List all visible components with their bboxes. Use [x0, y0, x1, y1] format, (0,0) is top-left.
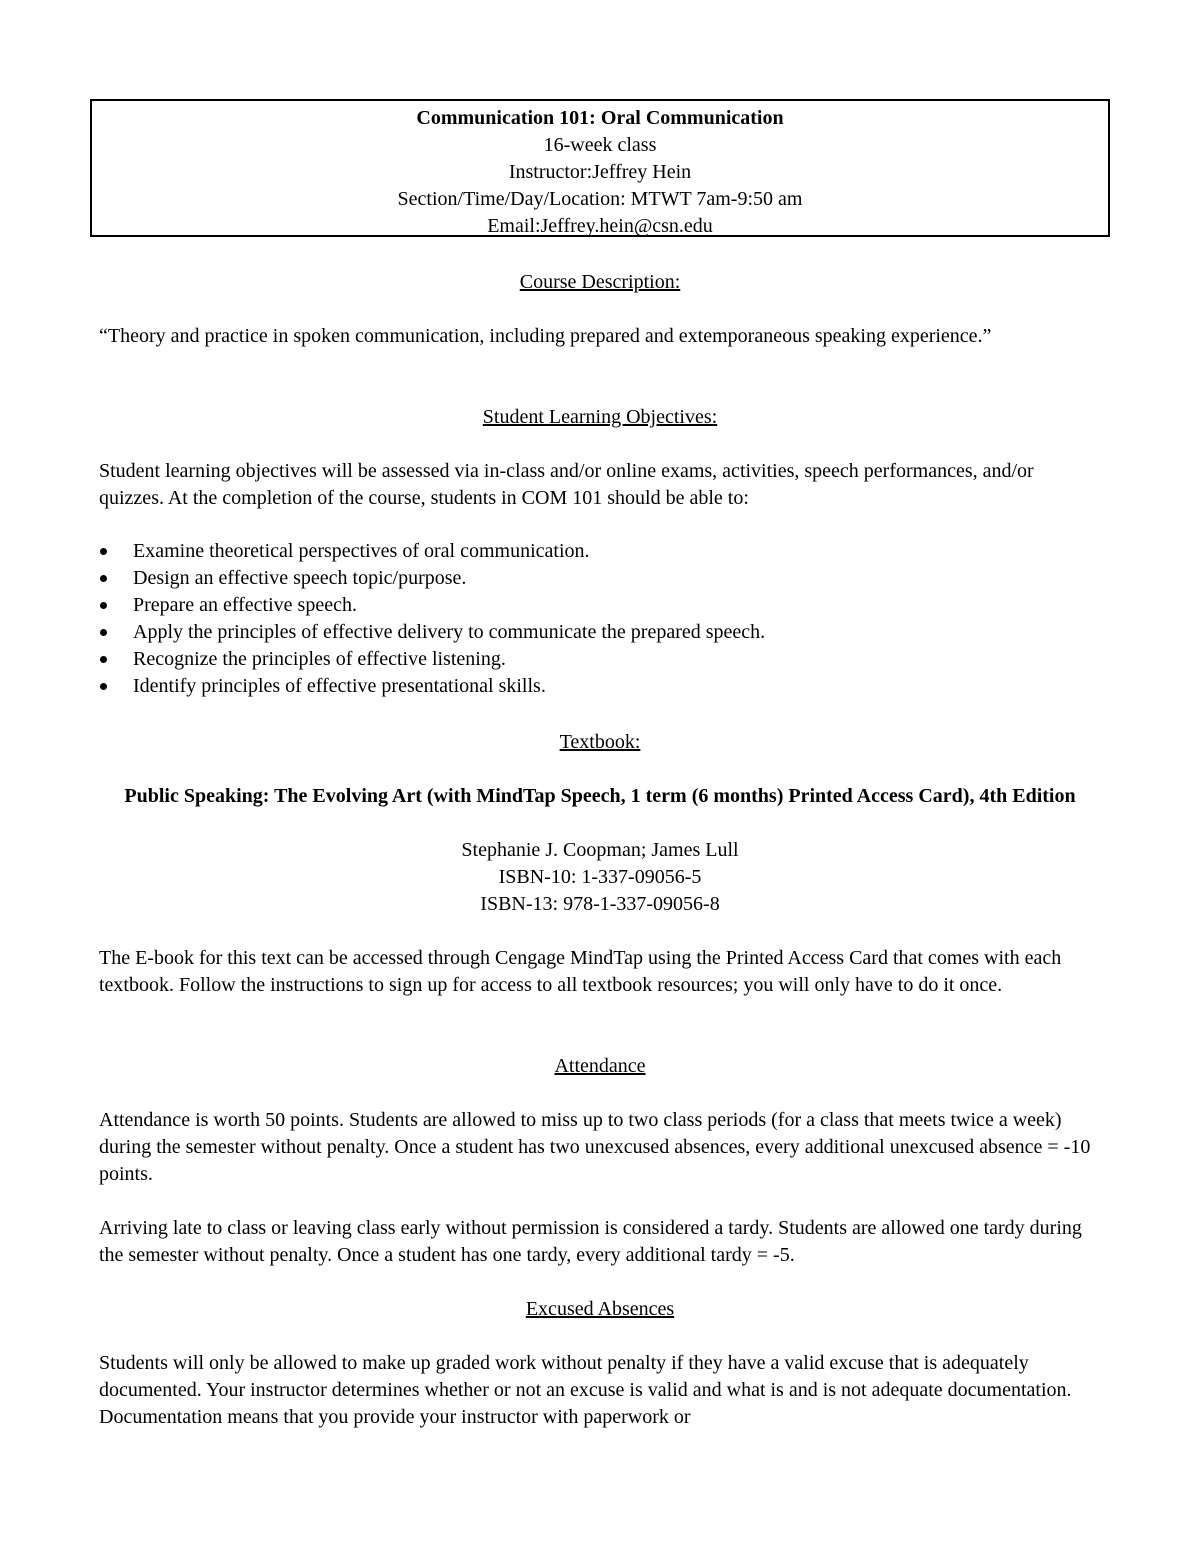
bullet-icon	[100, 683, 107, 690]
learning-objectives-heading: Student Learning Objectives:	[482, 406, 718, 428]
bullet-icon	[100, 548, 107, 555]
bullet-icon	[100, 629, 107, 636]
list-item	[99, 538, 1099, 565]
course-title: Communication 101: Oral Communication	[416, 107, 784, 129]
textbook-title: Public Speaking: The Evolving Art (with MindTap Speech, 1 term (6 months) Printed Access Card), 4th Edition	[124, 785, 1076, 807]
list-item	[99, 565, 1099, 592]
objective-text: Identify principles of effective presentational skills.	[133, 675, 546, 697]
course-description-heading: Course Description:	[519, 271, 681, 293]
textbook-meta	[99, 837, 1101, 918]
course-header-box	[90, 99, 1110, 237]
textbook-isbn10: ISBN-10: 1-337-09056-5	[498, 866, 702, 888]
section-info: Section/Time/Day/Location: MTWT 7am-9:50 am	[397, 188, 803, 210]
bullet-icon	[100, 602, 107, 609]
bullet-icon	[100, 575, 107, 582]
learning-objectives-intro: Student learning objectives will be assessed via in-class and/or online exams, activities, speech performances, and/or quizzes. At the completion of the course, students in COM 101 should be able to:	[99, 460, 1034, 509]
excused-absences-heading: Excused Absences	[525, 1298, 675, 1320]
objective-text: Apply the principles of effective delivery to communicate the prepared speech.	[133, 621, 766, 643]
list-item	[99, 646, 1099, 673]
class-length: 16-week class	[543, 134, 657, 156]
instructor-email: Email:Jeffrey.hein@csn.edu	[487, 215, 713, 237]
list-item	[99, 619, 1099, 646]
attendance-paragraph-2: Arriving late to class or leaving class early without permission is considered a tardy. Students are allowed one tardy during the semester without penalty. Once a student has one tardy, every additional tardy = -5.	[99, 1217, 1082, 1266]
course-description-text: “Theory and practice in spoken communication, including prepared and extemporaneous speaking experience.”	[99, 325, 992, 347]
objective-text: Examine theoretical perspectives of oral communication.	[133, 540, 590, 562]
learning-objectives-list	[99, 538, 1099, 700]
objective-text: Prepare an effective speech.	[133, 594, 357, 616]
attendance-heading: Attendance	[554, 1055, 646, 1077]
bullet-icon	[100, 656, 107, 663]
excused-absences-paragraph-1: Students will only be allowed to make up graded work without penalty if they have a valid excuse that is adequately documented. Your instructor determines whether or not an excuse is valid and what is and is not adequate documentation. Documentation means that you provide your instructor with paperwork or	[99, 1352, 1072, 1428]
objective-text: Recognize the principles of effective listening.	[133, 648, 506, 670]
list-item	[99, 592, 1099, 619]
objective-text: Design an effective speech topic/purpose.	[133, 567, 467, 589]
ebook-note: The E-book for this text can be accessed through Cengage MindTap using the Printed Access Card that comes with each textbook. Follow the instructions to sign up for access to all textbook resources; you will only have to do it once.	[99, 947, 1062, 996]
textbook-isbn13: ISBN-13: 978-1-337-09056-8	[480, 893, 720, 915]
textbook-authors: Stephanie J. Coopman; James Lull	[461, 839, 739, 861]
list-item	[99, 673, 1099, 700]
textbook-heading: Textbook:	[559, 731, 641, 753]
attendance-paragraph-1: Attendance is worth 50 points. Students are allowed to miss up to two class periods (for a class that meets twice a week) during the semester without penalty. Once a student has two unexcused absences, every additional unexcused absence = -10 points.	[99, 1109, 1091, 1185]
instructor-name: Instructor:Jeffrey Hein	[508, 161, 692, 183]
